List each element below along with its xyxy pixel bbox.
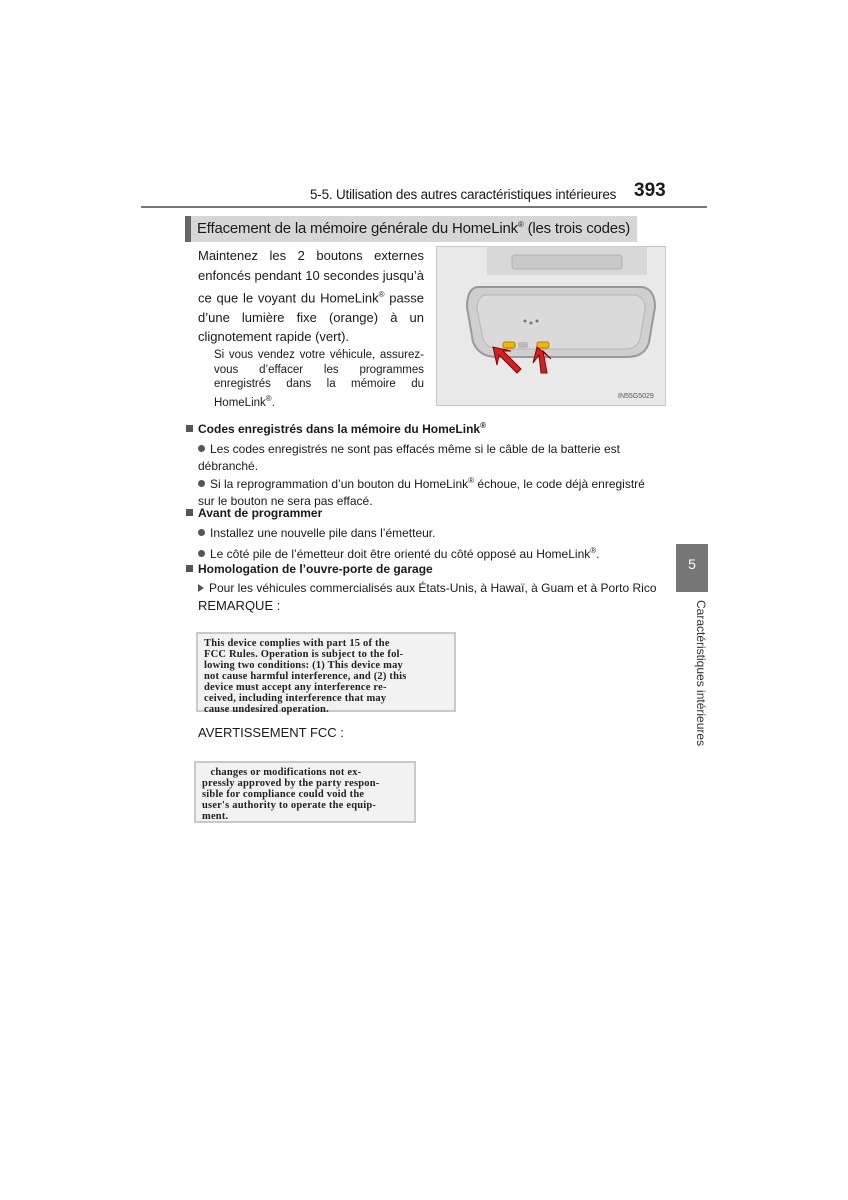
bullet-before-1: Installez une nouvelle pile dans l’émetteur.	[198, 525, 664, 542]
mirror-illustration	[436, 246, 666, 406]
mirror-drawing	[437, 247, 666, 406]
sale-note: Si vous vendez votre véhicule, assurez-vous d’effacer les programmes enregistrés dans la mémoire du HomeLink®.	[214, 349, 424, 409]
fcc-warning-scan: changes or modifications not ex- pressly approved by the party respon- sible for compliance could void the user's authority to operate the equip- ment.	[194, 761, 416, 823]
heading-stored-codes: Codes enregistrés dans la mémoire du HomeLink®	[186, 421, 486, 436]
square-bullet-icon	[186, 425, 193, 432]
bullet-stored-codes-2: Si la reprogrammation d’un bouton du HomeLink® échoue, le code déjà enregistré sur le bouton ne sera pas effacé.	[198, 476, 645, 508]
dot-bullet-icon	[198, 529, 205, 536]
square-bullet-icon	[186, 509, 193, 516]
fcc-notice-scan: This device complies with part 15 of the FCC Rules. Operation is subject to the fol- lowing two conditions: (1) This device may not cause harmful interference, and (2) this device must accept any interference re- ceived, including interference that may cause undesired operation.	[196, 632, 456, 712]
section-heading: Effacement de la mémoire générale du HomeLink® (les trois codes)	[197, 220, 631, 237]
heading-homologation: Homologation de l’ouvre-porte de garage	[186, 562, 433, 576]
header-title: 5-5. Utilisation des autres caractéristiques intérieures	[310, 187, 617, 202]
bullet-before-2: Le côté pile de l’émetteur doit être orienté du côté opposé au HomeLink®.	[198, 543, 664, 563]
chapter-tab-number: 5	[676, 544, 708, 592]
avertissement-label: AVERTISSEMENT FCC :	[198, 725, 344, 740]
dot-bullet-icon	[198, 480, 205, 487]
intro-paragraph: Maintenez les 2 boutons externes enfoncés pendant 10 secondes jusqu’à ce que le voyant du HomeLink® passe d’une lumière fixe (orange) à un clignotement rapide (vert).	[198, 248, 424, 345]
remarque-label: REMARQUE :	[198, 598, 281, 613]
page-number: 393	[634, 180, 666, 201]
heading-before-programming: Avant de programmer	[186, 506, 322, 520]
item-us-vehicles: Pour les véhicules commercialisés aux États-Unis, à Hawaï, à Guam et à Porto Rico	[198, 580, 668, 597]
square-bullet-icon	[186, 565, 193, 572]
header-divider	[141, 206, 707, 208]
dot-bullet-icon	[198, 550, 205, 557]
arrow-bullet-icon	[198, 584, 204, 592]
figure-code: IN55G5029	[618, 393, 654, 400]
dot-bullet-icon	[198, 445, 205, 452]
bullet-stored-codes-1: Les codes enregistrés ne sont pas effacés même si le câble de la batterie est débranché.	[198, 442, 621, 473]
chapter-tab-label: Caractéristiques intérieures	[694, 600, 708, 747]
